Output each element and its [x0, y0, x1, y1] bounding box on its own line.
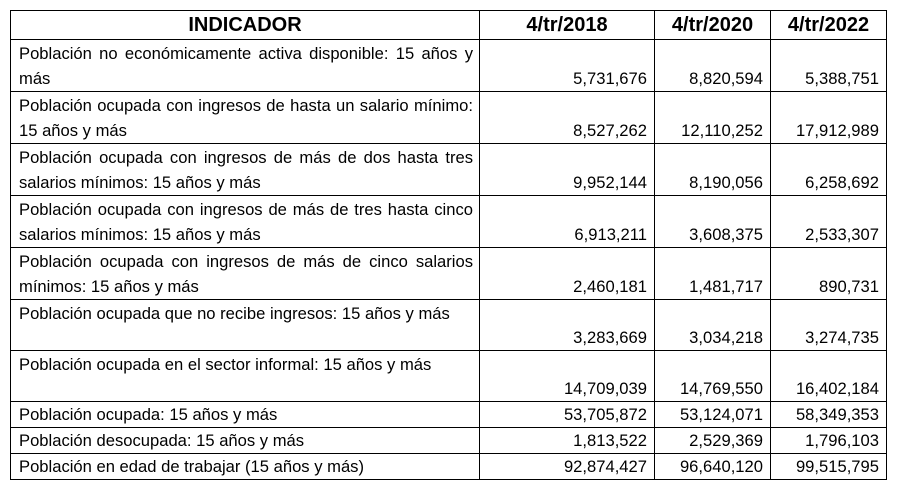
value-2020: 8,190,056: [655, 144, 771, 196]
value-2020: 1,481,717: [655, 248, 771, 300]
header-2018: 4/tr/2018: [480, 11, 655, 40]
value-2022: 5,388,751: [771, 40, 887, 92]
header-row: [11, 11, 887, 40]
row-label: Población ocupada con ingresos de hasta un salario mínimo: 15 años y más: [11, 92, 480, 144]
value-2018: 6,913,211: [480, 196, 655, 248]
table-row: [11, 92, 887, 144]
table-row: [11, 196, 887, 248]
value-2018: 5,731,676: [480, 40, 655, 92]
table-row: [11, 248, 887, 300]
value-2018: 14,709,039: [480, 351, 655, 402]
value-2020: 12,110,252: [655, 92, 771, 144]
value-2018: 1,813,522: [480, 428, 655, 454]
value-2020: 96,640,120: [655, 454, 771, 480]
value-2022: 58,349,353: [771, 402, 887, 428]
table-row: [11, 144, 887, 196]
value-2018: 92,874,427: [480, 454, 655, 480]
table-row: [11, 428, 887, 454]
header-indicador: INDICADOR: [11, 11, 480, 40]
table-row: [11, 402, 887, 428]
row-label: Población en edad de trabajar (15 años y más): [11, 454, 480, 480]
value-2022: 890,731: [771, 248, 887, 300]
value-2022: 1,796,103: [771, 428, 887, 454]
row-label: Población ocupada con ingresos de más de tres hasta cinco salarios mínimos: 15 años y más: [11, 196, 480, 248]
value-2020: 8,820,594: [655, 40, 771, 92]
value-2018: 2,460,181: [480, 248, 655, 300]
value-2018: 8,527,262: [480, 92, 655, 144]
table-row: [11, 454, 887, 480]
table-row: [11, 300, 887, 351]
value-2020: 3,034,218: [655, 300, 771, 351]
value-2020: 2,529,369: [655, 428, 771, 454]
row-label: Población ocupada: 15 años y más: [11, 402, 480, 428]
row-label: Población desocupada: 15 años y más: [11, 428, 480, 454]
value-2018: 9,952,144: [480, 144, 655, 196]
row-label: Población ocupada que no recibe ingresos: 15 años y más: [11, 300, 480, 351]
table-row: [11, 351, 887, 402]
value-2022: 2,533,307: [771, 196, 887, 248]
row-label: Población ocupada con ingresos de más de cinco salarios mínimos: 15 años y más: [11, 248, 480, 300]
row-label: Población ocupada con ingresos de más de dos hasta tres salarios mínimos: 15 años y más: [11, 144, 480, 196]
value-2020: 53,124,071: [655, 402, 771, 428]
value-2022: 99,515,795: [771, 454, 887, 480]
row-label: Población ocupada en el sector informal: 15 años y más: [11, 351, 480, 402]
value-2020: 3,608,375: [655, 196, 771, 248]
header-2022: 4/tr/2022: [771, 11, 887, 40]
value-2022: 6,258,692: [771, 144, 887, 196]
value-2020: 14,769,550: [655, 351, 771, 402]
value-2022: 16,402,184: [771, 351, 887, 402]
indicator-table: [10, 10, 887, 480]
header-2020: 4/tr/2020: [655, 11, 771, 40]
value-2022: 17,912,989: [771, 92, 887, 144]
row-label: Población no económicamente activa disponible: 15 años y más: [11, 40, 480, 92]
value-2022: 3,274,735: [771, 300, 887, 351]
table-row: [11, 40, 887, 92]
value-2018: 3,283,669: [480, 300, 655, 351]
value-2018: 53,705,872: [480, 402, 655, 428]
